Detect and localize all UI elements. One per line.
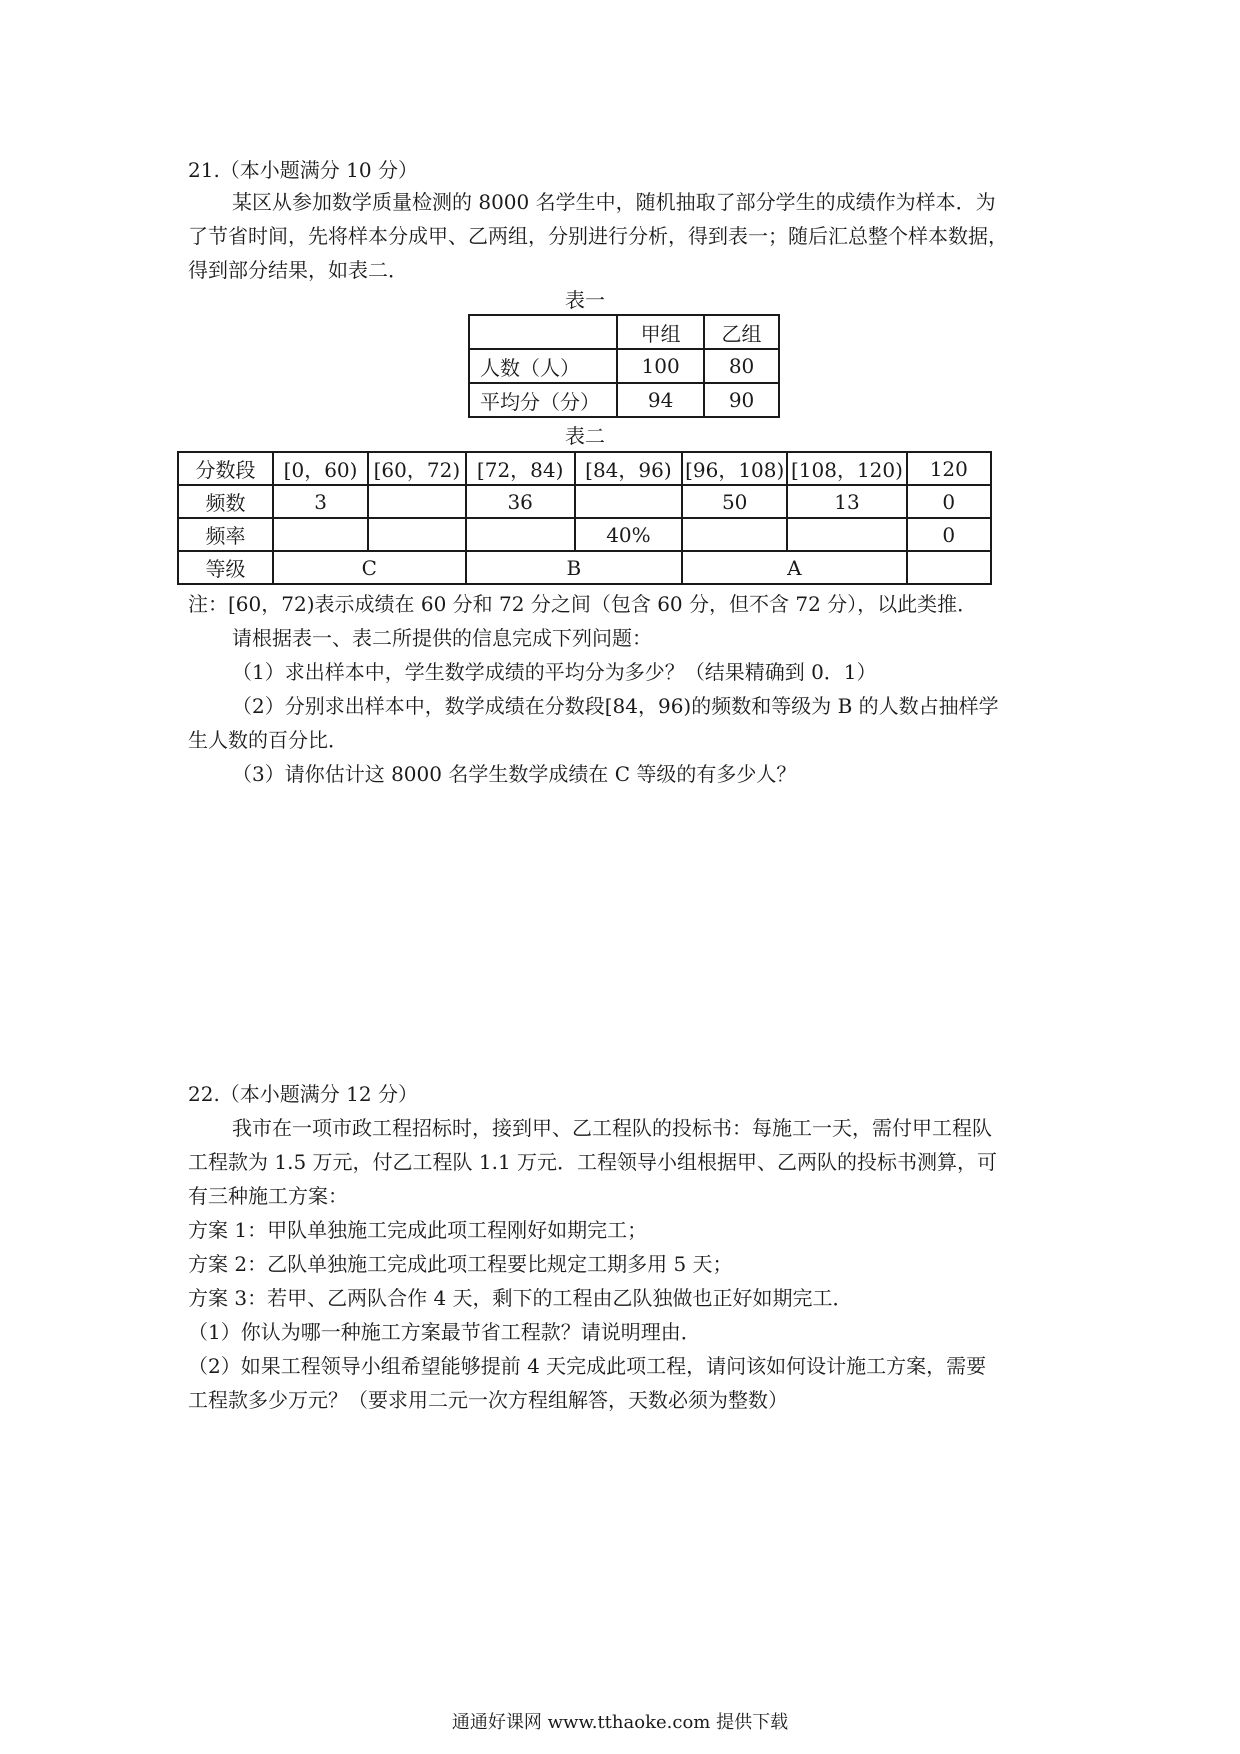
- q22-heading: 22.（本小题满分 12 分）: [188, 1082, 418, 1106]
- table1-cell: 80: [704, 349, 779, 383]
- q22-plan-3: 方案 3：若甲、乙两队合作 4 天，剩下的工程由乙队独做也正好如期完工．: [188, 1286, 853, 1310]
- table2-cell: [787, 518, 906, 551]
- table1-cell: [469, 315, 617, 349]
- table2-cell: [96，108): [682, 452, 787, 485]
- table2-grade-row: [178, 551, 991, 584]
- table1-cell: 甲组: [617, 315, 704, 349]
- table1-cell: 94: [617, 383, 704, 417]
- table2-cell: 3: [273, 485, 368, 518]
- q21-intro-line-2: 了节省时间，先将样本分成甲、乙两组，分别进行分析，得到表一；随后汇总整个样本数据，: [188, 224, 1008, 248]
- table2-cell: 分数段: [178, 452, 273, 485]
- q21-note: 注：[60，72)表示成绩在 60 分和 72 分之间（包含 60 分，但不含 72 分），以此类推．: [188, 592, 978, 616]
- q22-intro-line-1: 我市在一项市政工程招标时，接到甲、乙工程队的投标书：每施工一天，需付甲工程队: [232, 1116, 992, 1140]
- table2-cell: 等级: [178, 551, 273, 584]
- table1-cell: 90: [704, 383, 779, 417]
- table2-cell: 频率: [178, 518, 273, 551]
- table2-cell: [575, 485, 682, 518]
- table1-caption: 表一: [565, 288, 605, 312]
- table2-freq-rate-row: [178, 518, 991, 551]
- table2-cell: [682, 518, 787, 551]
- q22-sub1: （1）你认为哪一种施工方案最节省工程款？请说明理由．: [188, 1320, 701, 1344]
- table1-row-label: 人数（人）: [469, 349, 617, 383]
- table2-cell: [907, 551, 991, 584]
- table1-row-label: 平均分（分）: [469, 383, 617, 417]
- table2-cell: [72，84): [466, 452, 575, 485]
- table2-cell: 13: [787, 485, 906, 518]
- table2-freq-count-row: [178, 485, 991, 518]
- table2-cell: 50: [682, 485, 787, 518]
- q21-heading: 21.（本小题满分 10 分）: [188, 158, 418, 182]
- q22-sub2-line-2: 工程款多少万元？（要求用二元一次方程组解答，天数必须为整数）: [188, 1388, 788, 1412]
- table2-cell: [108，120): [787, 452, 906, 485]
- table2-cell: [368, 485, 465, 518]
- table1: [468, 314, 780, 418]
- table1-row: [469, 383, 779, 417]
- q22-sub2-line-1: （2）如果工程领导小组希望能够提前 4 天完成此项工程，请问该如何设计施工方案，需要: [188, 1354, 987, 1378]
- table2-cell: 频数: [178, 485, 273, 518]
- q21-sub2-line-2: 生人数的百分比．: [188, 728, 348, 752]
- q22-plan-2: 方案 2：乙队单独施工完成此项工程要比规定工期多用 5 天；: [188, 1252, 733, 1276]
- table2-caption: 表二: [565, 424, 605, 448]
- table2-cell: 0: [907, 485, 991, 518]
- table1-cell: 乙组: [704, 315, 779, 349]
- table2-cell: 40%: [575, 518, 682, 551]
- q21-prompt: 请根据表一、表二所提供的信息完成下列问题：: [232, 626, 652, 650]
- table1-header-row: [469, 315, 779, 349]
- table2-cell: [84，96): [575, 452, 682, 485]
- footer-download-note: 通通好课网 www.tthaoke.com 提供下载: [451, 1712, 789, 1733]
- q21-intro-line-1: 某区从参加数学质量检测的 8000 名学生中，随机抽取了部分学生的成绩作为样本．为: [232, 190, 996, 214]
- table2-cell: 36: [466, 485, 575, 518]
- table2-cell: [0，60): [273, 452, 368, 485]
- table2-cell: [368, 518, 465, 551]
- table1-row: [469, 349, 779, 383]
- table2-cell: 0: [907, 518, 991, 551]
- table2-cell: [60，72): [368, 452, 465, 485]
- table2-grade-b: B: [466, 551, 682, 584]
- table1-cell: 100: [617, 349, 704, 383]
- table2-grade-a: A: [682, 551, 907, 584]
- table2-grade-c: C: [273, 551, 466, 584]
- q21-sub1: （1）求出样本中，学生数学成绩的平均分为多少？（结果精确到 0．1）: [232, 660, 877, 684]
- table2-header-row: [178, 452, 991, 485]
- q21-sub3: （3）请你估计这 8000 名学生数学成绩在 C 等级的有多少人？: [232, 762, 797, 786]
- table2: [177, 451, 992, 585]
- q22-plan-1: 方案 1：甲队单独施工完成此项工程刚好如期完工；: [188, 1218, 648, 1242]
- table2-cell: 120: [907, 452, 991, 485]
- q21-sub2-line-1: （2）分别求出样本中，数学成绩在分数段[84，96)的频数和等级为 B 的人数占抽样学: [232, 694, 999, 718]
- table2-cell: [466, 518, 575, 551]
- q22-intro-line-3: 有三种施工方案：: [188, 1184, 348, 1208]
- table2-cell: [273, 518, 368, 551]
- q22-intro-line-2: 工程款为 1.5 万元，付乙工程队 1.1 万元．工程领导小组根据甲、乙两队的投标书测算，可: [188, 1150, 998, 1174]
- q21-intro-line-3: 得到部分结果，如表二．: [188, 258, 408, 282]
